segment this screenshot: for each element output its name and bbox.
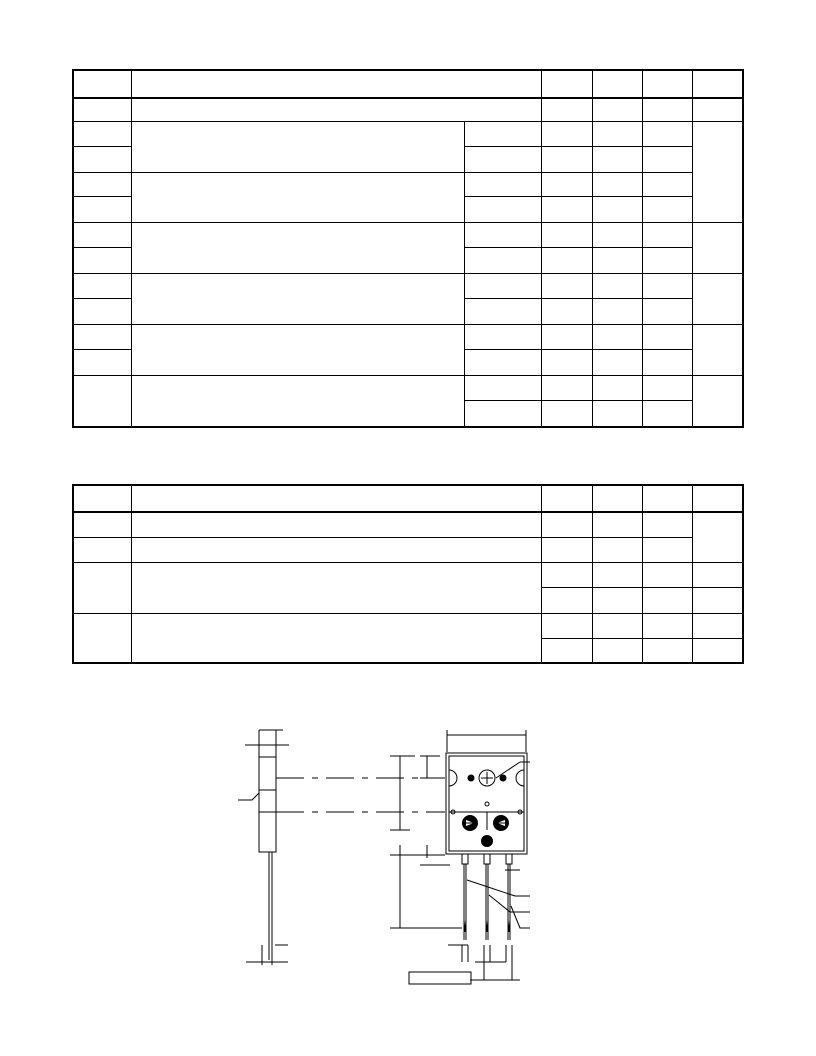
column-divider: [592, 71, 593, 426]
package-outline-drawing: [225, 720, 545, 990]
column-divider: [541, 71, 542, 426]
column-divider: [642, 71, 643, 426]
column-divider: [642, 486, 643, 662]
row-divider: [464, 146, 692, 147]
column-divider: [692, 71, 693, 426]
row-divider: [464, 298, 692, 299]
row-divider: [74, 349, 131, 350]
row-divider: [464, 247, 692, 248]
package-label-box: [409, 972, 471, 984]
characteristics-table: [72, 484, 744, 664]
row-divider: [74, 324, 742, 325]
row-divider: [74, 172, 692, 173]
row-divider: [464, 196, 692, 197]
row-divider: [74, 537, 692, 538]
row-divider: [464, 400, 692, 401]
row-divider: [74, 375, 742, 376]
column-divider: [131, 486, 132, 662]
row-divider: [74, 298, 131, 299]
row-divider: [74, 247, 131, 248]
row-divider: [74, 121, 742, 122]
pin-marker: [481, 835, 493, 847]
column-divider: [541, 486, 542, 662]
row-divider: [74, 146, 131, 147]
row-divider: [541, 638, 742, 639]
row-divider: [74, 222, 742, 223]
column-divider: [131, 71, 132, 426]
row-divider: [541, 587, 742, 588]
side-view-body: [259, 757, 276, 852]
column-divider: [692, 486, 693, 662]
column-divider: [592, 486, 593, 662]
ratings-table: [72, 69, 744, 428]
row-divider: [464, 349, 692, 350]
row-divider: [74, 196, 131, 197]
row-divider: [74, 273, 742, 274]
row-divider: [74, 562, 742, 563]
row-divider: [74, 613, 742, 614]
